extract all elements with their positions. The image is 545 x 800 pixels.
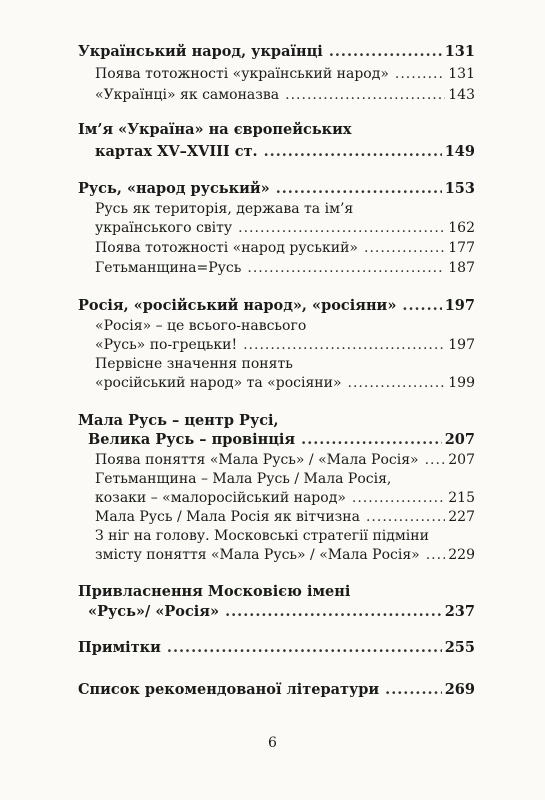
toc-entry (95, 450, 475, 470)
toc-entry-title: Росія, «російський народ», «росіяни» (78, 297, 397, 314)
toc-entry-page: 215 (448, 490, 475, 506)
leader-dots (225, 602, 442, 622)
leader-dots (402, 296, 441, 316)
toc-entry-title: Український народ, українці (78, 43, 323, 60)
toc-entry-title: картах XV–XVIII ст. (95, 143, 258, 160)
toc-entry-title: українського світу (95, 220, 233, 236)
leader-dots (285, 85, 445, 105)
leader-dots (276, 179, 442, 199)
toc-entry-title: Список рекомендованої літератури (78, 681, 380, 698)
toc-entry (95, 258, 475, 278)
page-number: 6 (268, 735, 277, 751)
toc-entry-page: 131 (448, 66, 475, 82)
toc-entry-page: 229 (448, 547, 475, 563)
toc-entry (78, 411, 475, 431)
toc-entry (95, 354, 475, 374)
toc-entry-title: змісту поняття «Мала Русь» / «Мала Росія» (95, 547, 420, 563)
leader-dots (425, 450, 446, 470)
toc-entry-title: Гетьманщина=Русь (95, 260, 242, 276)
toc-entry (95, 142, 475, 162)
toc-entry-page: 197 (444, 297, 475, 314)
toc-entry (95, 64, 475, 84)
leader-dots (364, 238, 445, 258)
leader-dots (247, 258, 445, 278)
toc-entry-title: Поява тотожності «народ руський» (95, 240, 358, 256)
toc-entry (95, 199, 475, 219)
toc-entry-page: 149 (444, 143, 475, 160)
toc-entry (95, 545, 475, 565)
toc-entry (95, 469, 475, 489)
toc-entry-page: 255 (444, 639, 475, 656)
toc-entry (95, 316, 475, 336)
leader-dots (238, 218, 445, 238)
toc-entry-page: 153 (444, 180, 475, 197)
toc-entry-page: 199 (448, 375, 475, 391)
toc-entry (78, 680, 475, 700)
toc-entry-title: Первісне значення понять (95, 356, 293, 372)
toc-entry-title: Примітки (78, 639, 161, 656)
toc-entry-title: Ім’я «Україна» на європейських (78, 121, 352, 138)
toc-entry-page: 269 (444, 681, 475, 698)
toc-entry-page: 143 (448, 87, 475, 103)
toc-entry-page: 207 (444, 431, 475, 448)
toc-entry-title: «Русь» по-грецьки! (95, 337, 238, 353)
toc-entry-page: 177 (448, 240, 475, 256)
toc-entry (95, 488, 475, 508)
toc-entry-title: Русь як територія, держава та ім’я (95, 201, 354, 217)
toc-entry (95, 238, 475, 258)
toc-entry (78, 42, 475, 62)
toc-entry-page: 207 (448, 452, 475, 468)
toc-entry (95, 218, 475, 238)
toc-entry-title: «Українці» як самоназва (95, 87, 280, 103)
leader-dots (329, 42, 442, 62)
leader-dots (348, 373, 446, 393)
toc-entry-title: «Русь»/ «Росія» (88, 603, 220, 620)
toc-entry (95, 507, 475, 527)
toc-entry (78, 638, 475, 658)
toc-entry (95, 335, 475, 355)
toc-entry (95, 526, 475, 546)
toc-entry-title: З ніг на голову. Московські стратегії підміни (95, 528, 429, 544)
toc-entry (78, 179, 475, 199)
toc-entry (88, 430, 475, 450)
leader-dots (395, 64, 445, 84)
toc-entry-title: Поява тотожності «український народ» (95, 66, 389, 82)
leader-dots (243, 335, 445, 355)
toc-entry-title: Велика Русь – провінція (88, 431, 296, 448)
toc-entry-page: 131 (444, 43, 475, 60)
toc-entry-page: 237 (444, 603, 475, 620)
leader-dots (167, 638, 442, 658)
toc-entry-title: Поява поняття «Мала Русь» / «Мала Росія» (95, 452, 419, 468)
toc-entry-title: Гетьманщина – Мала Русь / Мала Росія, (95, 471, 392, 487)
toc-entry-title: Привласнення Московією імені (78, 583, 351, 600)
toc-entry (78, 582, 475, 602)
leader-dots (352, 488, 445, 508)
toc-entry-title: «Росія» – це всього-навсього (95, 318, 307, 334)
leader-dots (264, 142, 442, 162)
toc-entry-title: козаки – «малоросійський народ» (95, 490, 346, 506)
toc-entry-title: Мала Русь – центр Русі, (78, 412, 279, 429)
leader-dots (301, 430, 442, 450)
toc-entry-page: 162 (448, 220, 475, 236)
leader-dots (366, 507, 445, 527)
toc-entry-page: 187 (448, 260, 475, 276)
toc-entry (95, 373, 475, 393)
toc-entry (78, 296, 475, 316)
toc-entry-title: «російський народ» та «росіяни» (95, 375, 342, 391)
toc-entry (95, 85, 475, 105)
toc-entry-title: Русь, «народ руський» (78, 180, 270, 197)
toc-entry-title: Мала Русь / Мала Росія як вітчизна (95, 509, 360, 525)
toc-entry-page: 197 (448, 337, 475, 353)
leader-dots (385, 680, 442, 700)
leader-dots (426, 545, 446, 565)
toc-entry (88, 602, 475, 622)
toc-entry (78, 120, 475, 140)
toc-entry-page: 227 (448, 509, 475, 525)
